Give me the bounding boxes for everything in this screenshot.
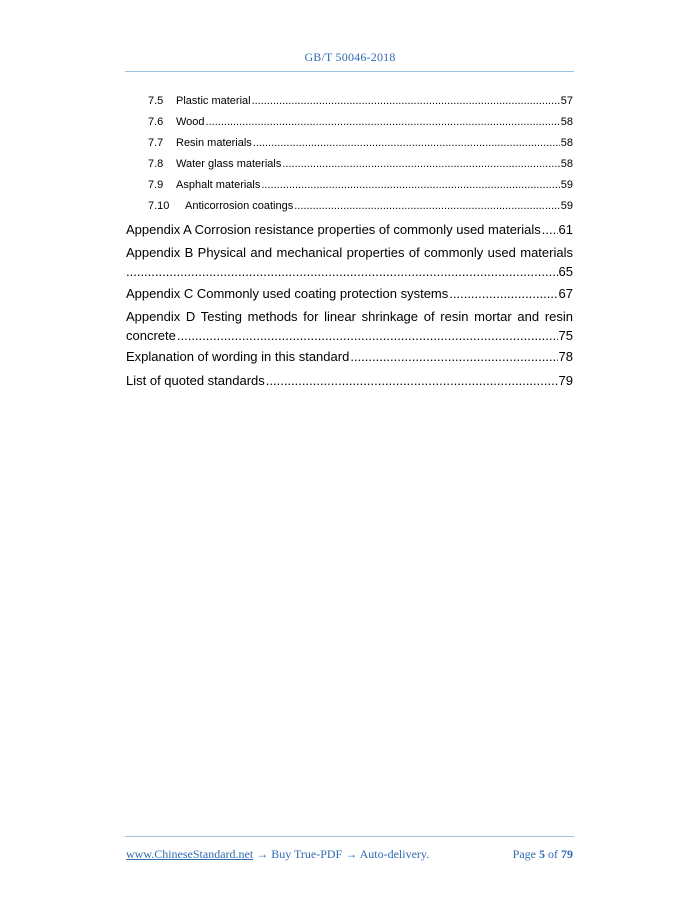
arrow-icon: → bbox=[256, 847, 269, 861]
dot-leader bbox=[206, 116, 560, 128]
toc-entry-title: Appendix B Physical and mechanical properties of commonly used materials bbox=[126, 245, 573, 260]
dot-leader bbox=[266, 373, 558, 388]
toc-entry-title: Asphalt materials bbox=[176, 179, 261, 191]
dot-leader bbox=[253, 137, 560, 149]
toc-entry-7-8[interactable] bbox=[148, 158, 573, 170]
header-divider bbox=[125, 71, 574, 72]
dot-leader bbox=[449, 286, 557, 301]
dot-leader bbox=[282, 158, 559, 170]
toc-entry-title-continued: concrete bbox=[126, 328, 176, 343]
toc-entry-title: Plastic material bbox=[176, 95, 251, 107]
toc-entry-page: 75 bbox=[558, 328, 573, 343]
dot-leader bbox=[261, 179, 559, 191]
page-indicator: Page 5 of 79 bbox=[512, 847, 573, 861]
toc-entry-number: 7.9 bbox=[148, 179, 164, 191]
toc-entry-page: 58 bbox=[560, 116, 573, 128]
delivery-text: Auto-delivery. bbox=[359, 847, 430, 861]
toc-entry-page: 59 bbox=[560, 179, 573, 191]
toc-entry-explanation[interactable] bbox=[126, 349, 573, 364]
toc-entry-page: 61 bbox=[558, 222, 573, 237]
toc-entry-page: 67 bbox=[558, 286, 573, 301]
toc-entry-number: 7.7 bbox=[148, 137, 164, 149]
toc-entry-title: Appendix D Testing methods for linear shrinkage of resin mortar and resin bbox=[126, 309, 573, 324]
toc-entry-quoted-standards[interactable] bbox=[126, 373, 573, 388]
toc-entry-title: Explanation of wording in this standard bbox=[126, 349, 350, 364]
toc-entry-appendix-c[interactable] bbox=[126, 286, 573, 301]
toc-entry-7-6[interactable] bbox=[148, 116, 573, 128]
dot-leader bbox=[294, 200, 560, 212]
toc-entry-title: Appendix A Corrosion resistance properties of commonly used materials bbox=[126, 222, 541, 237]
toc-entry-page: 59 bbox=[560, 200, 573, 212]
toc-entry-title: Anticorrosion coatings bbox=[185, 200, 294, 212]
buy-text: Buy True-PDF bbox=[271, 847, 343, 861]
toc-entry-appendix-b[interactable] bbox=[126, 245, 573, 279]
toc-entry-title: List of quoted standards bbox=[126, 373, 265, 388]
toc-entry-number: 7.6 bbox=[148, 116, 164, 128]
toc-entry-appendix-a[interactable] bbox=[126, 222, 573, 237]
toc-entry-page: 65 bbox=[558, 264, 573, 279]
toc-entry-title: Appendix C Commonly used coating protection systems bbox=[126, 286, 449, 301]
website-link[interactable]: www.ChineseStandard.net bbox=[126, 847, 254, 861]
toc-entry-number: 7.8 bbox=[148, 158, 164, 170]
toc-entry-title: Wood bbox=[176, 116, 205, 128]
toc-entry-page: 58 bbox=[560, 137, 573, 149]
dot-leader bbox=[252, 95, 560, 107]
toc-entry-7-10[interactable] bbox=[148, 200, 573, 212]
dot-leader bbox=[177, 328, 558, 343]
toc-entry-number: 7.10 bbox=[148, 200, 170, 212]
toc-entry-title: Water glass materials bbox=[176, 158, 282, 170]
document-footer bbox=[126, 847, 573, 862]
toc-entry-title: Resin materials bbox=[176, 137, 252, 149]
toc-entry-7-7[interactable] bbox=[148, 137, 573, 149]
toc-entry-number: 7.5 bbox=[148, 95, 164, 107]
arrow-icon: → bbox=[345, 847, 358, 861]
dot-leader bbox=[350, 349, 557, 364]
toc-entry-page: 57 bbox=[560, 95, 573, 107]
total-pages: 79 bbox=[561, 847, 573, 861]
document-header: GB/T 50046-2018 bbox=[304, 50, 396, 64]
dot-leader bbox=[126, 264, 558, 279]
current-page: 5 bbox=[539, 847, 545, 861]
toc-entry-7-9[interactable] bbox=[148, 179, 573, 191]
dot-leader bbox=[542, 222, 558, 237]
toc-entry-page: 58 bbox=[560, 158, 573, 170]
toc-entry-7-5[interactable] bbox=[148, 95, 573, 107]
toc-entry-page: 78 bbox=[558, 349, 573, 364]
toc-entry-appendix-d[interactable] bbox=[126, 309, 573, 343]
footer-promo bbox=[126, 847, 429, 862]
footer-divider bbox=[125, 836, 574, 837]
toc-entry-page: 79 bbox=[558, 373, 573, 388]
